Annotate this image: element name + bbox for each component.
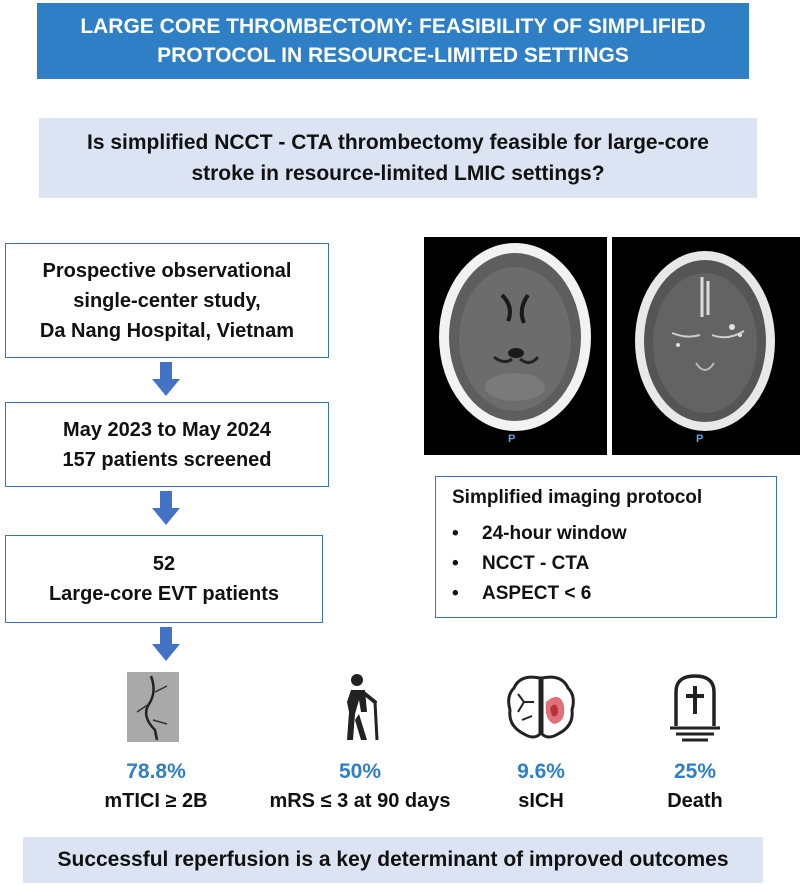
outcome-label-death: Death xyxy=(667,790,723,812)
bullet: • xyxy=(452,583,459,604)
angiogram-icon xyxy=(127,672,179,742)
patients-box xyxy=(5,535,323,623)
gravestone-icon xyxy=(666,670,724,742)
title-banner xyxy=(37,3,749,79)
question-line-1: Is simplified NCCT - CTA thrombectomy feasible for large-core xyxy=(87,131,709,154)
bullet: • xyxy=(452,553,459,574)
outcome-value-death: 25% xyxy=(673,760,717,783)
scan-left-label: P xyxy=(508,433,516,445)
study-line-3: Da Nang Hospital, Vietnam xyxy=(39,319,295,342)
imaging-protocol-box xyxy=(435,476,777,618)
outcome-value-mtici: 78.8% xyxy=(126,760,186,783)
scan-right-label: P xyxy=(696,433,704,445)
list-item xyxy=(452,519,627,549)
question-line-2: stroke in resource-limited LMIC settings? xyxy=(191,162,605,185)
period-line: May 2023 to May 2024 xyxy=(63,418,271,441)
down-arrow-icon xyxy=(152,362,180,396)
brain-hemorrhage-icon xyxy=(504,672,578,742)
title-line-2: PROTOCOL IN RESOURCE-LIMITED SETTINGS xyxy=(157,44,629,67)
bullet: • xyxy=(452,523,459,544)
research-question xyxy=(39,118,757,198)
cta-scan-drawing xyxy=(612,237,800,455)
protocol-item-imaging: NCCT - CTA xyxy=(482,553,590,574)
cta-scan-image xyxy=(612,237,800,455)
outcome-label-sich: sICH xyxy=(518,790,564,812)
list-item xyxy=(452,549,627,579)
ncct-scan-image xyxy=(424,237,607,455)
outcome-label-mtici: mTICI ≥ 2B xyxy=(104,790,208,812)
patient-group: Large-core EVT patients xyxy=(48,583,280,605)
protocol-title: Simplified imaging protocol xyxy=(452,487,703,508)
title-line-1: LARGE CORE THROMBECTOMY: FEASIBILITY OF SIMPLIFIED xyxy=(80,15,706,38)
protocol-item-aspect: ASPECT < 6 xyxy=(482,583,592,604)
outcome-label-mrs: mRS ≤ 3 at 90 days xyxy=(269,790,451,812)
outcome-value-sich: 9.6% xyxy=(517,760,565,783)
protocol-list xyxy=(452,519,627,609)
screened-line: 157 patients screened xyxy=(62,448,272,471)
protocol-item-window: 24-hour window xyxy=(482,523,627,544)
ncct-scan-drawing xyxy=(424,237,607,455)
patient-count: 52 xyxy=(152,553,176,575)
list-item xyxy=(452,579,627,609)
screening-box xyxy=(5,402,329,487)
conclusion-banner: Successful reperfusion is a key determinant of improved outcomes xyxy=(23,837,763,883)
walking-person-icon xyxy=(337,672,383,742)
outcome-value-mrs: 50% xyxy=(338,760,382,783)
study-line-1: Prospective observational xyxy=(42,259,292,282)
study-line-2: single-center study, xyxy=(73,289,261,312)
down-arrow-icon xyxy=(152,491,180,525)
study-design-box xyxy=(5,243,329,358)
down-arrow-icon xyxy=(152,627,180,661)
